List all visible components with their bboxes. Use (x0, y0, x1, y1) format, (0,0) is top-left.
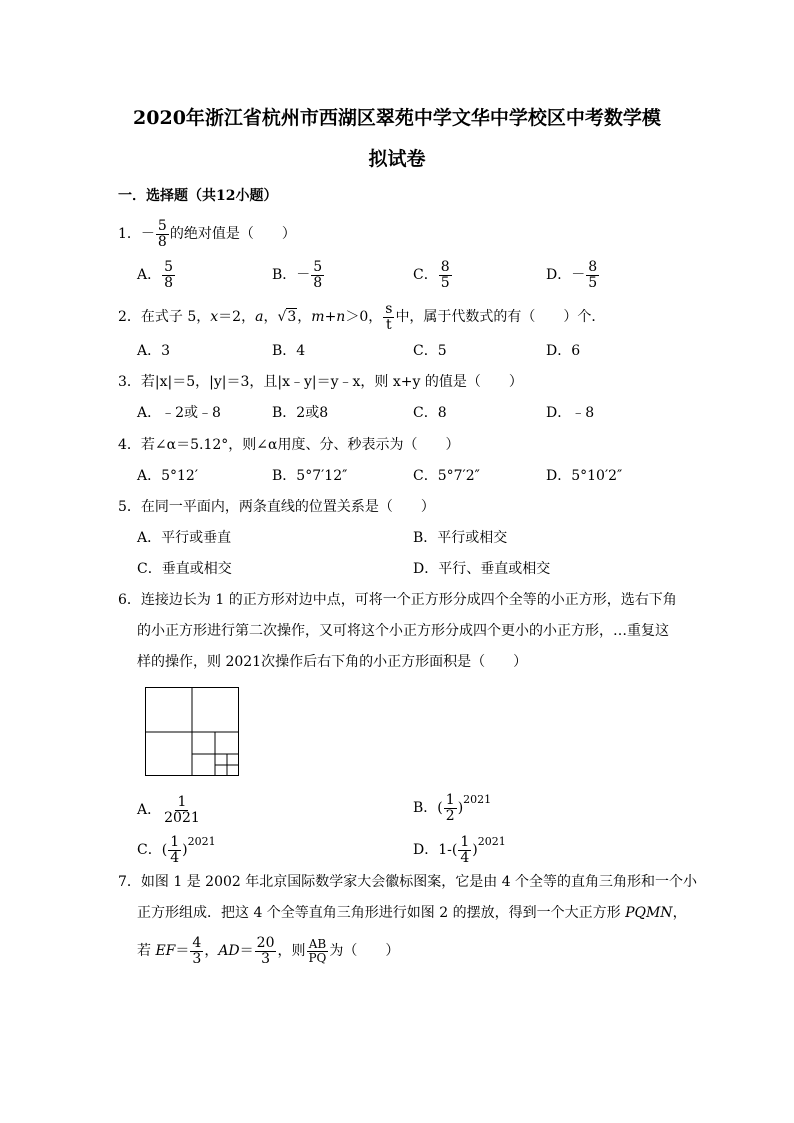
denominator: 8 (164, 274, 174, 291)
fraction (311, 260, 324, 290)
numerator: 1 (177, 794, 187, 810)
q2-text: 中，属于代数式的有（ ）个． (395, 309, 606, 326)
denominator: PQ (308, 950, 327, 965)
q3-option-d[interactable]: D．﹣8 (546, 405, 595, 421)
q7-text: 正方形组成．把这 4 个全等直角三角形进行如图 2 的摆放，得到一个大正方形 (137, 905, 626, 921)
option-label: D． (413, 842, 439, 858)
question-2-stem (118, 302, 605, 332)
option-prefix: 1- (438, 842, 452, 858)
square-name: PQMN (625, 905, 673, 921)
option-label: A． (137, 267, 162, 284)
square-division-figure (145, 687, 240, 777)
var-mn: m+n (311, 309, 346, 326)
numerator: 5 (157, 218, 167, 234)
q5-option-d[interactable]: D．平行、垂直或相交 (413, 561, 551, 577)
exponent: 2021 (463, 793, 492, 806)
minus-sign: － (140, 226, 155, 243)
denominator: t (386, 316, 392, 333)
q6-option-b[interactable] (413, 790, 491, 823)
denominator: 3 (192, 950, 202, 967)
question-number: 1． (118, 226, 141, 243)
sqrt-expression: √3 (277, 309, 297, 326)
denominator: 3 (261, 950, 271, 967)
q2-text: ＞0， (345, 309, 383, 326)
q4-option-d[interactable]: D．5°10′2″ (546, 468, 623, 484)
numerator: AB (308, 937, 327, 952)
fraction (162, 795, 202, 825)
q5-option-b[interactable]: B．平行或相交 (413, 530, 508, 546)
q2-option-d[interactable]: D．6 (546, 343, 581, 359)
denominator: 2021 (164, 809, 200, 826)
fraction (162, 260, 175, 290)
denominator: 4 (460, 849, 470, 866)
q6-option-c[interactable] (137, 832, 216, 865)
q3-option-a[interactable]: A．﹣2或﹣8 (137, 405, 221, 421)
exponent: 2021 (477, 835, 506, 848)
numerator: 4 (192, 935, 202, 951)
numerator: 1 (170, 833, 180, 850)
option-label: A． (137, 802, 162, 819)
question-4-stem: 4．若∠α＝5.12°，则∠α用度、分、秒表示为（ ） (118, 437, 460, 453)
option-label: B． (413, 800, 438, 816)
q7-text: ， (672, 905, 687, 921)
fraction (458, 835, 471, 865)
q5-option-c[interactable]: C．垂直或相交 (137, 561, 232, 577)
paren: ) (457, 800, 464, 816)
fraction (255, 936, 277, 966)
option-label: D． (546, 267, 572, 284)
q7-text: 若 (137, 943, 156, 960)
q7-text: ＝ (175, 943, 190, 960)
q7-text: ， (204, 943, 219, 960)
fraction (306, 938, 328, 964)
q1-option-c[interactable] (413, 260, 453, 290)
fraction (156, 219, 169, 249)
fraction (586, 260, 599, 290)
q2-text: ， (297, 309, 312, 326)
radicand: 3 (287, 309, 297, 326)
q2-option-b[interactable]: B．4 (272, 343, 306, 359)
q2-text: ＝2， (218, 309, 256, 326)
q4-option-a[interactable]: A．5°12′ (137, 468, 199, 484)
denominator: 2 (445, 807, 455, 824)
q2-text: 2．在式子 5， (118, 309, 211, 326)
question-7-line-3 (137, 936, 399, 966)
q1-option-b[interactable] (272, 260, 325, 290)
paren: ) (472, 842, 478, 858)
numerator: 5 (164, 259, 174, 275)
fraction (383, 302, 394, 332)
denominator: 8 (157, 233, 167, 250)
fraction (444, 793, 457, 823)
q4-option-b[interactable]: B．5°7′12″ (272, 468, 348, 484)
q2-option-a[interactable]: A．3 (137, 343, 171, 359)
question-3-stem: 3．若|x|＝5，|y|＝3，且|x﹣y|＝y﹣x，则 x+y 的值是（ ） (118, 374, 523, 390)
question-text: 的绝对值是（ ） (169, 226, 296, 243)
question-6-line-1: 6．连接边长为 1 的正方形对边中点，可将一个正方形分成四个全等的小正方形，选右下角 (118, 592, 677, 608)
question-6-line-3: 样的操作，则 2021次操作后右下角的小正方形面积是（ ） (137, 654, 528, 670)
fraction (439, 260, 452, 290)
segment-ad: AD (218, 943, 240, 960)
section-heading: 一．选择题（共12小题） (118, 188, 278, 204)
denominator: 5 (440, 274, 450, 291)
question-5-stem: 5．在同一平面内，两条直线的位置关系是（ ） (118, 499, 435, 515)
option-label: C． (137, 842, 162, 858)
q5-option-a[interactable]: A．平行或垂直 (137, 530, 232, 546)
exam-title-line-1: 2020年浙江省杭州市西湖区翠苑中学文华中学校区中考数学模 (133, 107, 661, 129)
numerator: 1 (460, 833, 470, 850)
q3-option-c[interactable]: C．8 (413, 405, 447, 421)
question-7-line-2 (137, 903, 687, 923)
q2-option-c[interactable]: C．5 (413, 343, 447, 359)
fraction (190, 936, 203, 966)
exponent: 2021 (187, 835, 216, 848)
denominator: 8 (313, 274, 323, 291)
numerator: 20 (256, 935, 275, 951)
numerator: 8 (588, 259, 598, 275)
q6-option-a[interactable] (137, 795, 203, 825)
numerator: 1 (445, 791, 455, 808)
question-7-line-1: 7．如图 1 是 2002 年北京国际数学家大会徽标图案，它是由 4 个全等的直角三角形和一个小 (118, 874, 698, 890)
q7-text: ，则 (277, 943, 306, 960)
q2-text: ， (263, 309, 278, 326)
question-6-line-2: 的小正方形进行第二次操作，又可将这个小正方形分成四个更小的小正方形，…重复这 (137, 623, 669, 639)
numerator: s (385, 301, 393, 317)
option-sign: － (296, 267, 311, 284)
option-label: B． (272, 267, 297, 284)
option-label: C． (413, 267, 438, 284)
q1-option-d[interactable] (546, 260, 600, 290)
numerator: 5 (313, 259, 323, 275)
var-a: a (255, 309, 264, 326)
q1-option-a[interactable] (137, 260, 176, 290)
exam-title-line-2: 拟试卷 (368, 148, 426, 170)
q7-text: ＝ (239, 943, 254, 960)
q6-option-d[interactable] (413, 832, 506, 865)
question-1-stem (118, 219, 296, 249)
var-x: x (210, 309, 219, 326)
fraction (168, 835, 181, 865)
paren: ( (451, 842, 458, 858)
paren: ) (182, 842, 188, 858)
denominator: 5 (588, 274, 598, 291)
denominator: 4 (170, 849, 180, 866)
q4-option-c[interactable]: C．5°7′2″ (413, 468, 480, 484)
option-sign: － (571, 267, 586, 284)
segment-ef: EF (155, 943, 176, 960)
q3-option-b[interactable]: B．2或8 (272, 405, 329, 421)
numerator: 8 (440, 259, 450, 275)
paren: ( (437, 800, 443, 816)
q7-text: 为（ ） (329, 943, 400, 960)
paren: ( (161, 842, 168, 858)
